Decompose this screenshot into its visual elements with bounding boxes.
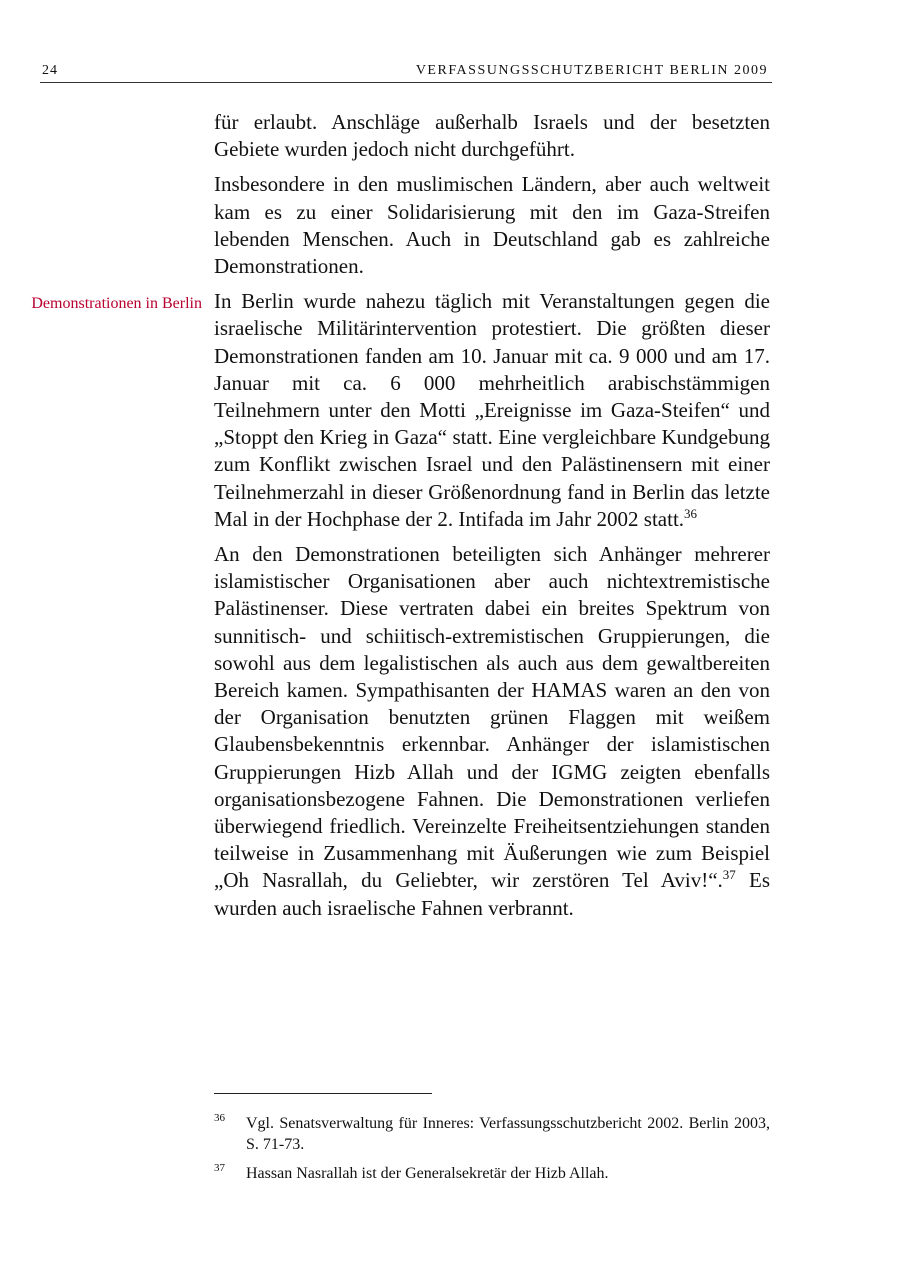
paragraph bbox=[214, 171, 770, 280]
footnote-divider bbox=[214, 1093, 432, 1094]
paragraph bbox=[214, 109, 770, 163]
footnote-text: Vgl. Senatsverwaltung für Inneres: Verfassungsschutzbericht 2002. Berlin 2003, S. 71-73. bbox=[246, 1115, 770, 1153]
footnote-reference[interactable]: 36 bbox=[684, 505, 698, 521]
margin-note: Demonstrationen in Berlin bbox=[31, 295, 202, 312]
paragraph-text: In Berlin wurde nahezu täglich mit Veranstaltungen gegen die israelische Militärintervention protestiert. Die größten dieser Demonstrationen fanden am 10. Januar mit ca. 9 000 und am 17. Januar mit ca. 6 000 mehrheitlich arabischstämmigen Teilnehmern unter den Motti „Ereignisse im Gaza-Steifen“ und „Stoppt den Krieg in Gaza“ statt. Eine vergleichbare Kundgebung zum Konflikt zwischen Israel und den Palästinensern mit einer Teilnehmerzahl in dieser Größenordnung fand in Berlin das letzte Mal in der Hochphase der 2. Intifada im Jahr 2002 statt. bbox=[214, 289, 770, 531]
page-number: 24 bbox=[42, 63, 58, 78]
paragraph-text: Insbesondere in den muslimischen Ländern, aber auch weltweit kam es zu einer Solidarisierung mit den im Gaza-Streifen lebenden Menschen. Auch in Deutschland gab es zahlreiche Demonstrationen. bbox=[214, 172, 770, 279]
footnote-number: 37 bbox=[214, 1162, 225, 1174]
footnote bbox=[214, 1163, 770, 1184]
paragraph-text: für erlaubt. Anschläge außerhalb Israels und der besetzten Gebiete wurden jedoch nicht durchgeführt. bbox=[214, 110, 770, 162]
running-title: VERFASSUNGSSCHUTZBERICHT BERLIN 2009 bbox=[415, 63, 768, 78]
footnote-number: 36 bbox=[214, 1112, 225, 1124]
paragraph-text: Es wurden auch israelische Fahnen verbrannt. bbox=[214, 868, 770, 920]
paragraph bbox=[214, 541, 770, 922]
footnote bbox=[214, 1113, 770, 1155]
paragraph bbox=[214, 288, 770, 533]
footnote-reference[interactable]: 37 bbox=[722, 867, 736, 883]
footnotes bbox=[214, 1113, 770, 1192]
paragraph-text: An den Demonstrationen beteiligten sich Anhänger mehrerer islamistischer Organisationen aber auch nichtextremistische Palästinenser. Diese vertraten dabei ein breites Spektrum von sunnitisch- und schiitisch-extremistischen Gruppierungen, die sowohl aus dem legalistischen als auch aus dem gewaltbereiten Bereich kamen. Sympathisanten der HAMAS waren an den von der Organisation benutzten grünen Flaggen mit weißem Glaubensbekenntnis erkennbar. Anhänger der islamistischen Gruppierungen Hizb Allah und der IGMG zeigten ebenfalls organisationsbezogene Fahnen. Die Demonstrationen verliefen überwiegend friedlich. Vereinzelte Freiheitsentziehungen standen teilweise in Zusammenhang mit Äußerungen wie zum Beispiel „Oh Nasrallah, du Geliebter, wir zerstören Tel Aviv!“. bbox=[214, 542, 770, 893]
footnote-text: Hassan Nasrallah ist der Generalsekretär der Hizb Allah. bbox=[246, 1165, 609, 1182]
page-header bbox=[40, 62, 772, 83]
body-text bbox=[214, 109, 770, 930]
